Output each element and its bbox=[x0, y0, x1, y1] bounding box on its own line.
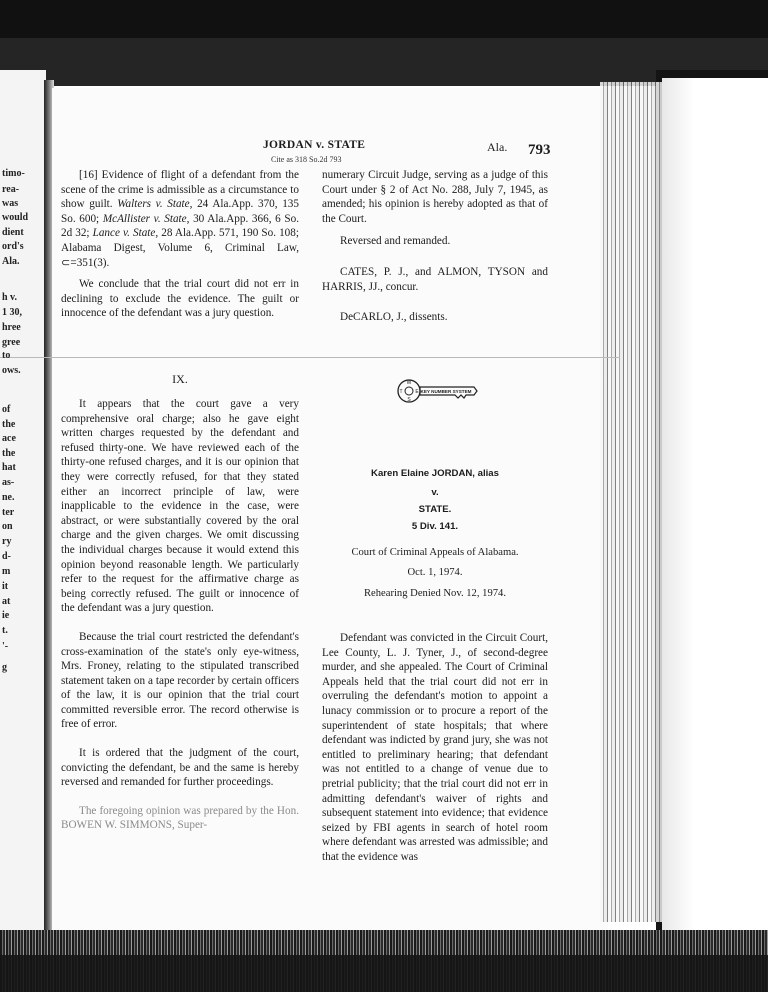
facing-page-word: to bbox=[2, 350, 11, 361]
facing-page-word: ows. bbox=[2, 365, 21, 376]
facing-page-word: was bbox=[2, 198, 19, 209]
paragraph-foregoing: The foregoing opinion was prepared by the Hon. BOWEN W. SIMMONS, Super- bbox=[61, 804, 299, 832]
case-party-2: STATE. bbox=[418, 504, 452, 515]
facing-page-word: d- bbox=[2, 551, 11, 562]
facing-page-word: t. bbox=[2, 625, 8, 636]
paragraph-conclude: We conclude that the trial court did not err in declining to exclude the evidence. The guilt or innocence of the defendant was a jury question. bbox=[61, 278, 299, 320]
facing-page-word: it bbox=[2, 581, 9, 592]
svg-text:E: E bbox=[415, 389, 419, 395]
svg-text:S: S bbox=[407, 397, 411, 403]
facing-page-word: m bbox=[2, 566, 11, 577]
paragraph-because: Because the trial court restricted the defendant's cross-examination of the state's only eye-witness, Mrs. Froney, relating to the stipulated transcribed statement taken on a tape recorder by certain officers of the law, it is our opinion that the trial court committed reversible error. The record otherwise is free of error. bbox=[61, 630, 299, 731]
dissent: DeCARLO, J., dissents. bbox=[340, 311, 448, 324]
svg-text:T: T bbox=[399, 389, 403, 395]
scan-border-bottom-dark bbox=[0, 955, 768, 992]
case-division: 5 Div. 141. bbox=[411, 521, 459, 532]
facing-page-word: timo- bbox=[2, 168, 25, 179]
scan-shadow-top bbox=[0, 0, 768, 86]
concurrence: CATES, P. J., and ALMON, TYSON and HARRIS, JJ., concur. bbox=[322, 265, 548, 293]
facing-page-word: Ala. bbox=[2, 256, 20, 267]
running-head-cite: Cite as 318 So.2d 793 bbox=[271, 155, 342, 164]
facing-page-word: ry bbox=[2, 536, 12, 547]
facing-page-word: hree bbox=[2, 322, 21, 333]
left-column-bottom bbox=[61, 397, 299, 833]
scan-background-right bbox=[662, 78, 768, 978]
paragraph-16: [16] Evidence of flight of a defendant from the scene of the crime is admissible as a circumstance to show guilt. Walters v. State, 24 Ala.App. 370, 135 So. 600; McAllister v. State, 30 Ala.App. 366, 6 So. 2d 32; Lance v. State, 28 Ala.App. 571, 190 So. 108; Alabama Digest, Volume 6, Criminal Law, ⊂=351(3). bbox=[61, 169, 300, 269]
facing-page-word: the bbox=[2, 448, 16, 459]
case-party-1: Karen Elaine JORDAN, alias bbox=[371, 468, 499, 479]
paragraph-ix: It appears that the court gave a very comprehensive oral charge; also he gave eight written charges requested by the defendant and refused thirty-one. We have reviewed each of the thirty-one refused charges, and it is our opinion that they were correctly refused, for that they stated either an incorrect principle of law, were inapplicable to the evidence in the case, were abstract, or were substantially covered by the oral charge and the given charges. We omit discussing the individual charges because it would extend this opinion beyond reasonable length. We particularly refer to the request for the affirmative charge as being correctly refused. The guilt or innocence of the defendant was a jury question. bbox=[61, 398, 299, 615]
page-stack-edge bbox=[600, 82, 662, 922]
facing-page-word: 1 30, bbox=[2, 307, 22, 318]
facing-page-word: rea- bbox=[2, 184, 20, 195]
facing-page-word: hat bbox=[2, 462, 16, 473]
scan-fold-line bbox=[0, 357, 620, 358]
case-versus: v. bbox=[431, 487, 439, 498]
facing-page-word: h v. bbox=[2, 292, 18, 303]
facing-page-word: as- bbox=[2, 477, 15, 488]
facing-page-word: ie bbox=[2, 610, 10, 621]
facing-page-word: ter bbox=[2, 507, 15, 518]
rehearing-date: Rehearing Denied Nov. 12, 1974. bbox=[363, 588, 506, 599]
facing-page-word: gree bbox=[2, 337, 21, 348]
facing-page-word: at bbox=[2, 596, 11, 607]
left-column-top bbox=[61, 168, 299, 321]
decision-date: Oct. 1, 1974. bbox=[407, 567, 463, 578]
key-number-system-emblem bbox=[396, 378, 478, 404]
facing-page-word: dient bbox=[2, 227, 24, 238]
facing-page-word: ace bbox=[2, 433, 16, 444]
syllabus bbox=[322, 631, 548, 865]
paragraph-continued: numerary Circuit Judge, serving as a judge of this Court under § 2 of Act No. 288, July 7, 1945, as amended; his opinion is hereby adopted as that of the Court. bbox=[322, 169, 548, 225]
facing-page-word: on bbox=[2, 521, 13, 532]
svg-text:W: W bbox=[406, 380, 412, 386]
right-column-top bbox=[322, 168, 548, 325]
facing-page-word: ord's bbox=[2, 241, 24, 252]
facing-page-word: '- bbox=[2, 641, 9, 652]
facing-page-word: g bbox=[2, 662, 7, 673]
key-emblem-text: KEY NUMBER SYSTEM bbox=[420, 389, 472, 394]
disposition: Reversed and remanded. bbox=[340, 235, 451, 248]
key-number-symbol: ⊂= bbox=[61, 256, 77, 269]
facing-page-word: of bbox=[2, 404, 11, 415]
syllabus-text: Defendant was convicted in the Circuit Court, Lee County, L. J. Tyner, J., of second-degree murder, and she appealed. The Court of Criminal Appeals held that the trial court did not err in overruling the defendant's motion to appoint a lunacy commission or to procure a report of the superintendent of state hospitals; that where defendant was indicted by grand jury, she was not entitled to preliminary hearing; that defendant was not entitled to a change of venue due to pretrial publicity; that the trial court did not err in admitting defendant's waiver of rights and subsequent statement into evidence; that evidence seized by FBI agents in search of hotel room where defendant was arrested was admissible; and that the evidence was bbox=[322, 632, 548, 863]
facing-page-word: would bbox=[2, 212, 29, 223]
facing-page-word: the bbox=[2, 419, 16, 430]
running-head-title: JORDAN v. STATE bbox=[263, 139, 366, 151]
paragraph-ordered: It is ordered that the judgment of the court, convicting the defendant, be and the same is hereby reversed and remanded for further proceedings. bbox=[61, 747, 299, 789]
running-head-state: Ala. bbox=[487, 140, 508, 154]
section-heading-ix: IX. bbox=[172, 372, 188, 386]
page-number: 793 bbox=[528, 142, 551, 158]
facing-page-word: ne. bbox=[2, 492, 15, 503]
court-name: Court of Criminal Appeals of Alabama. bbox=[351, 547, 519, 558]
